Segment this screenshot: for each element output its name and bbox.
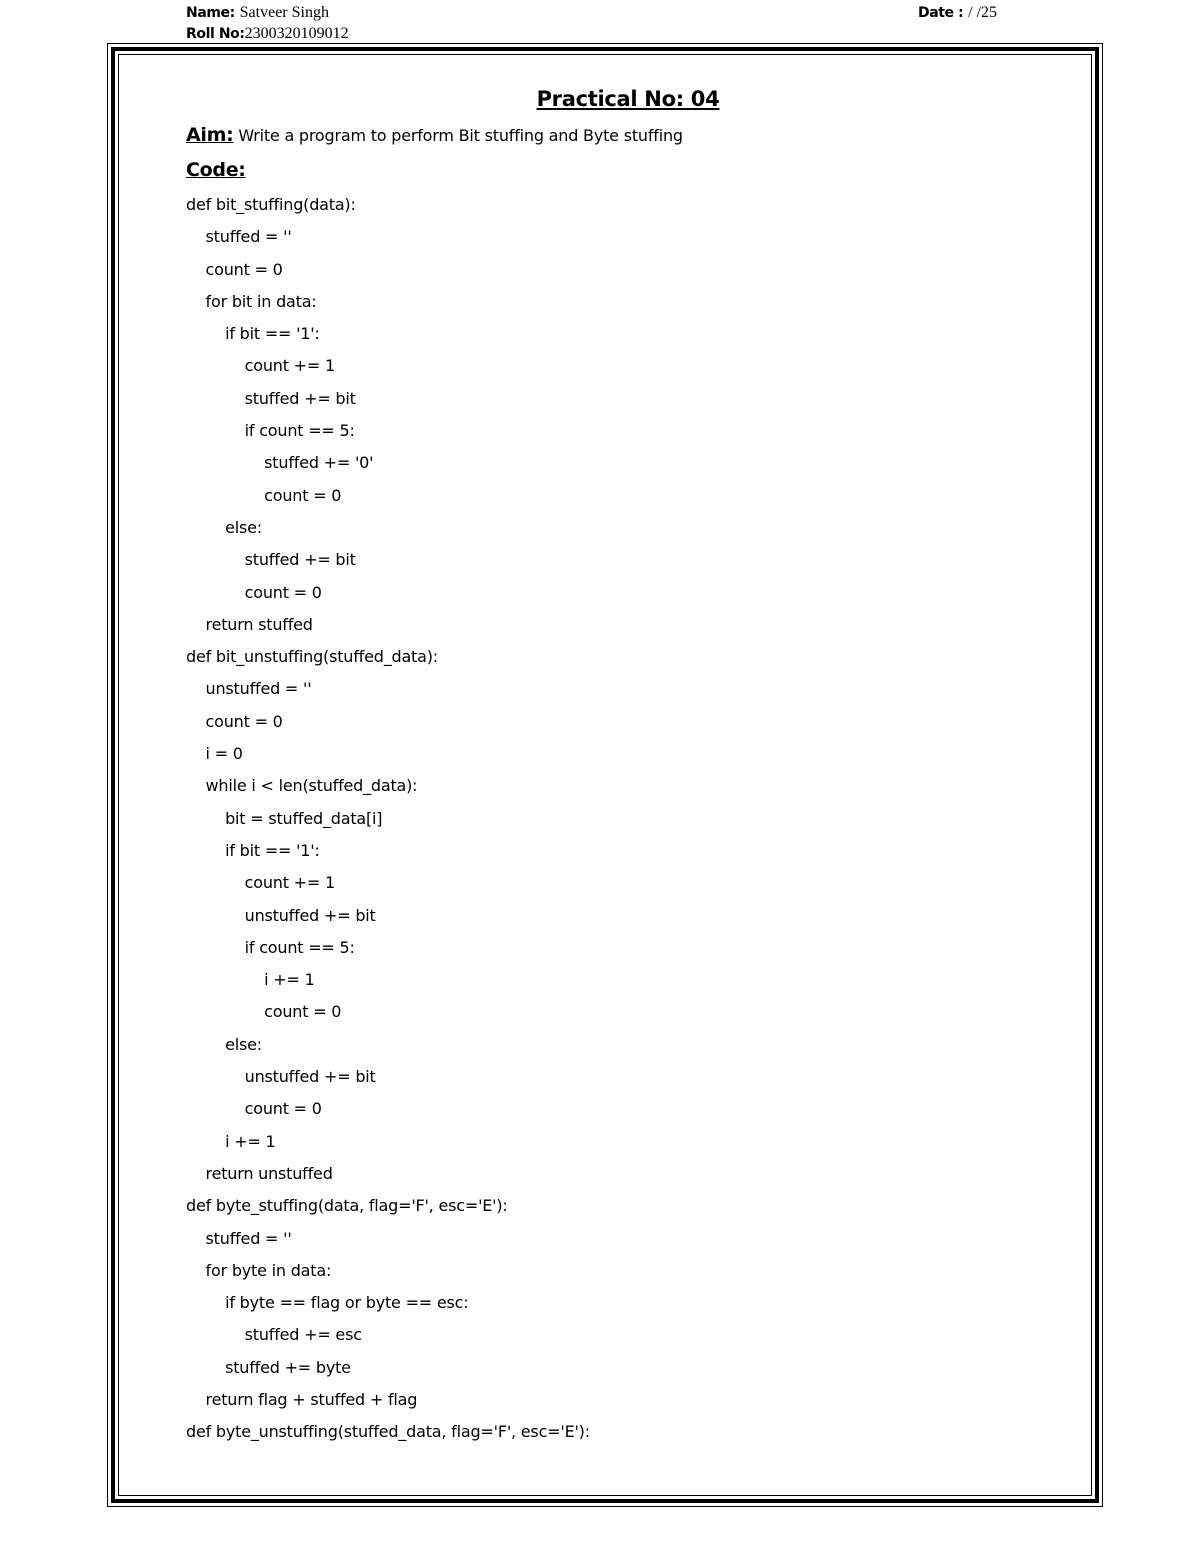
code-line: count = 0 (186, 711, 283, 731)
code-line: i += 1 (186, 970, 315, 990)
page-title: Practical No: 04 (536, 87, 720, 111)
code-line: return stuffed (186, 614, 313, 634)
code-line: stuffed += '0' (186, 453, 374, 473)
code-line: count = 0 (186, 485, 342, 505)
code-line: count = 0 (186, 1002, 342, 1022)
code-line: if bit == '1': (186, 840, 320, 860)
code-line: for bit in data: (186, 291, 317, 311)
code-line: stuffed += esc (186, 1325, 362, 1345)
code-line: else: (186, 517, 262, 537)
aim-line (186, 124, 683, 146)
code-line: for byte in data: (186, 1260, 332, 1280)
code-line: def bit_stuffing(data): (186, 195, 356, 214)
code-line: stuffed += byte (186, 1357, 351, 1377)
aim-text: Write a program to perform Bit stuffing and Byte stuffing (238, 126, 683, 145)
name-label: Name: (186, 5, 235, 21)
code-line: unstuffed += bit (186, 1067, 376, 1087)
student-name (186, 2, 329, 23)
code-line: if bit == '1': (186, 324, 320, 344)
code-line: count = 0 (186, 582, 322, 602)
code-line: unstuffed += bit (186, 905, 376, 925)
code-line: stuffed += bit (186, 550, 356, 570)
code-line: i = 0 (186, 744, 243, 764)
code-line: return unstuffed (186, 1163, 333, 1183)
code-line: count = 0 (186, 259, 283, 279)
date-value: / /25 (968, 4, 998, 21)
code-line: def byte_stuffing(data, flag='F', esc='E'): (186, 1196, 508, 1216)
code-line: count += 1 (186, 356, 335, 376)
roll-number (186, 23, 349, 44)
code-line: count += 1 (186, 873, 335, 893)
aim-label: Aim: (186, 124, 234, 146)
date-label: Date : (918, 5, 964, 21)
code-line: i += 1 (186, 1131, 276, 1151)
code-line: while i < len(stuffed_data): (186, 776, 418, 796)
code-line: unstuffed = '' (186, 679, 312, 699)
name-value: Satveer Singh (239, 4, 329, 21)
code-line: stuffed = '' (186, 227, 292, 247)
code-line: return flag + stuffed + flag (186, 1389, 418, 1409)
roll-value: 2300320109012 (244, 25, 349, 42)
code-heading: Code: (186, 159, 246, 181)
code-line: if byte == flag or byte == esc: (186, 1293, 469, 1313)
roll-label: Roll No: (186, 26, 245, 42)
code-line: stuffed = '' (186, 1228, 292, 1248)
code-line: if count == 5: (186, 421, 355, 441)
code-line: count = 0 (186, 1099, 322, 1119)
code-line: def byte_unstuffing(stuffed_data, flag='F', esc='E'): (186, 1422, 590, 1442)
date-field (918, 2, 997, 23)
code-line: if count == 5: (186, 937, 355, 957)
code-line: stuffed += bit (186, 388, 356, 408)
code-line: def bit_unstuffing(stuffed_data): (186, 647, 438, 667)
code-line: bit = stuffed_data[i] (186, 808, 383, 828)
code-line: else: (186, 1034, 262, 1054)
code-block (186, 189, 590, 1449)
